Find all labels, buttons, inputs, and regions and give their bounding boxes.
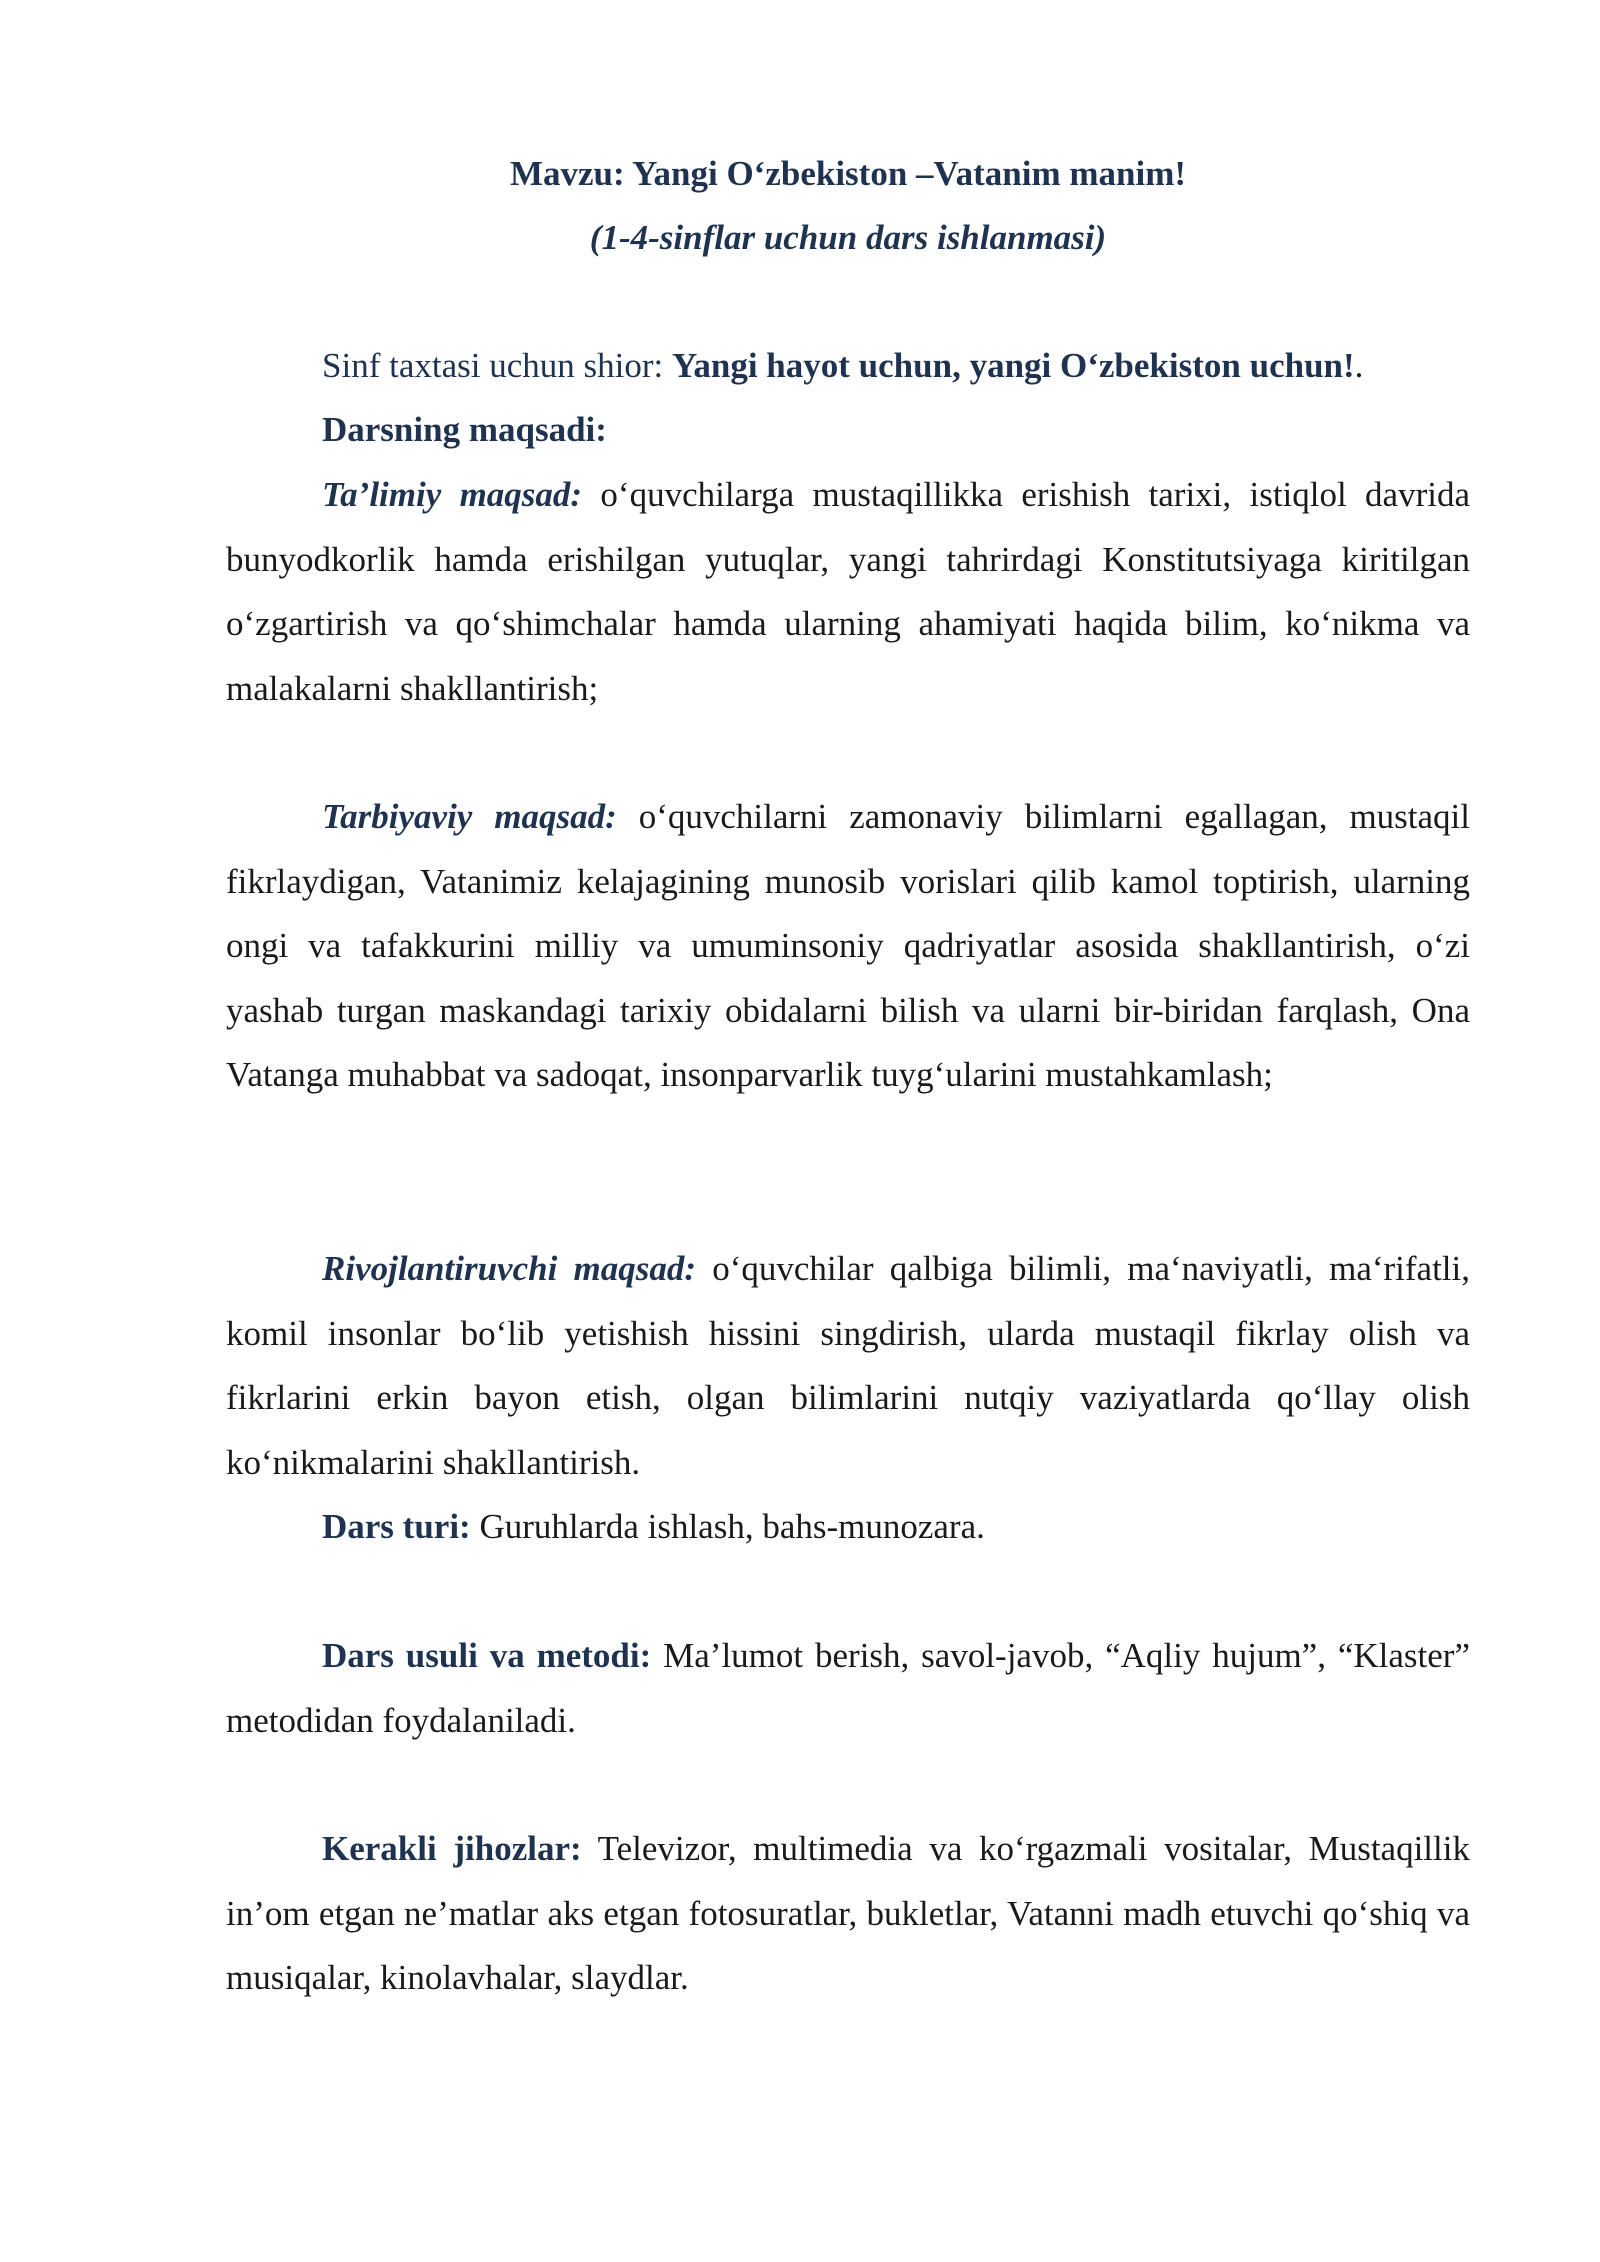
educational-goal-label: Ta’limiy maqsad: (322, 475, 583, 514)
lesson-type-text: Guruhlarda ishlash, bahs-munozara. (470, 1507, 985, 1546)
lesson-type-label: Dars turi: (322, 1507, 471, 1546)
developmental-goal-label: Rivojlantiruvchi maqsad: (322, 1249, 697, 1288)
lesson-method-paragraph (226, 1624, 1470, 1753)
developmental-goal-text: o‘quvchilar qalbiga bilimli, ma‘naviyatli, ma‘rifatli, komil insonlar bo‘lib yetishish hissini singdirish, ularda mustaqil fikrlay olish va fikrlarini erkin bayon etish, olgan bilimlarini nutqiy vaziyatlarda qo‘llay olish ko‘nikmalarini shakllantirish. (226, 1249, 1470, 1482)
lesson-method-text: Ma’lumot berish, savol-javob, “Aqliy hujum”, “Klaster” metodidan foydalaniladi. (226, 1636, 1470, 1740)
educational-goal-text: o‘quvchilarga mustaqillikka erishish tarixi, istiqlol davrida bunyodkorlik hamda erishilgan yutuqlar, yangi tahrirdagi Konstitutsiyaga kiritilgan o‘zgartirish va qo‘shimchalar hamda ularning ahamiyati haqida bilim, ko‘nikma va malakalarni shakllantirish; (226, 475, 1470, 708)
upbringing-goal-label: Tarbiyaviy maqsad: (322, 797, 617, 836)
goals-heading-text: Darsning maqsadi: (322, 410, 607, 449)
equipment-label: Kerakli jihozlar: (322, 1829, 582, 1868)
document-subtitle: (1-4-sinflar uchun dars ishlanmasi) (589, 218, 1107, 257)
slogan-paragraph (226, 334, 1470, 399)
developmental-goal-paragraph (226, 1237, 1470, 1495)
slogan-text: Yangi hayot uchun, yangi O‘zbekiston uchun! (671, 346, 1355, 385)
lesson-method-label: Dars usuli va metodi: (322, 1636, 652, 1675)
lesson-type-paragraph (226, 1495, 1470, 1560)
upbringing-goal-text: o‘quvchilarni zamonaviy bilimlarni egallagan, mustaqil fikrlaydigan, Vatanimiz kelajagining munosib vorislari qilib kamol toptirish, ularning ongi va tafakkurini milliy va umuminsoniy qadriyatlar asosida shakllantirish, o‘zi yashab turgan maskandagi tarixiy obidalarni bilish va ularni bir-biridan farqlash, Ona Vatanga muhabbat va sadoqat, insonparvarlik tuyg‘ularini mustahkamlash; (226, 797, 1470, 1094)
educational-goal-paragraph (226, 463, 1470, 721)
upbringing-goal-paragraph (226, 785, 1470, 1108)
slogan-end: . (1354, 346, 1364, 385)
slogan-label: Sinf taxtasi uchun shior: (322, 346, 672, 385)
equipment-text: Televizor, multimedia va ko‘rgazmali vositalar, Mustaqillik in’om etgan ne’matlar aks etgan fotosuratlar, bukletlar, Vatanni madh etuvchi qo‘shiq va musiqalar, kinolavhalar, slaydlar. (226, 1829, 1470, 1997)
equipment-paragraph (226, 1817, 1470, 2011)
document-title: Mavzu: Yangi O‘zbekiston –Vatanim manim! (509, 154, 1187, 193)
goals-heading (226, 398, 1470, 463)
